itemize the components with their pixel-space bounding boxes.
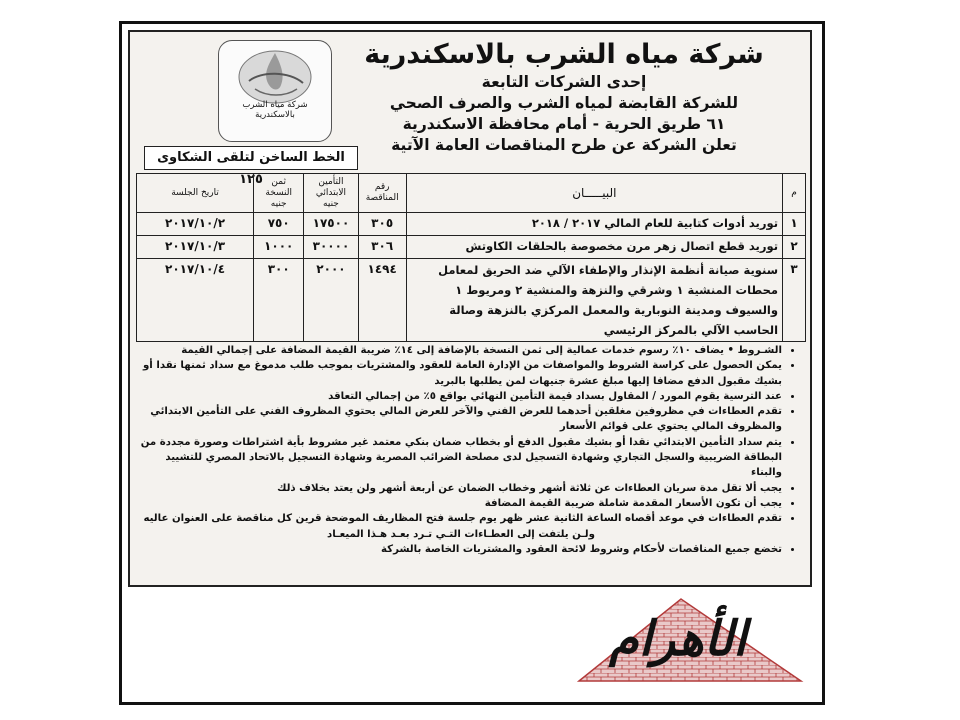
address-line: ٦١ طريق الحرية - أمام محافظة الاسكندرية [402, 115, 726, 133]
row-num: ٢ [783, 236, 806, 259]
terms-item: ولـن يلتفت إلى العطـاءات التـي تـرد بعـد هـذا الميعـاد [327, 528, 595, 540]
header-tender-no: رقم المناقصة [358, 174, 406, 213]
water-drop-emblem-icon [219, 41, 331, 141]
tenders-table [136, 173, 806, 342]
header-insurance: التأمين الابتدائي جنيه [304, 174, 358, 213]
table-row [137, 213, 806, 236]
row-session-date: ٢٠١٧/١٠/٤ [137, 259, 254, 342]
row-copy-price: ١٠٠٠ [254, 236, 304, 259]
row-copy-price: ٧٥٠ [254, 213, 304, 236]
row-desc: توريد قطع اتصال زهر مرن مخصوصة بالحلقات الكاوتش [406, 236, 782, 259]
terms-item: • عند الترسية يقوم المورد / المقاول بسداد قيمة التأمين النهائي بواقع ٥٪ من إجمالي التعاقد [140, 389, 782, 404]
row-tender-no: ٣٠٦ [358, 236, 406, 259]
header-session-date: تاريخ الجلسة [137, 174, 254, 213]
row-tender-no: ١٤٩٤ [358, 259, 406, 342]
terms-item: • تقدم العطاءات في مظروفين مغلقين أحدهما للعرض الفني والآخر للعرض المالي يحتوي المظروف الفني على التأمين الابتدائي والمظروف المالي يحتوي على قوائم الأسعار [140, 404, 782, 435]
terms-item: • تقدم العطاءات في موعد أقصاه الساعة الثانية عشر ظهر يوم جلسة فتح المظاريف الموضحة قرين كل مناقصة على العنوان عاليه [140, 511, 782, 526]
ad-header [334, 38, 794, 156]
hotline-box: الخط الساخن لتلقى الشكاوى ١٢٥ [144, 146, 358, 170]
row-insurance: ١٧٥٠٠ [304, 213, 358, 236]
row-tender-no: ٣٠٥ [358, 213, 406, 236]
row-num: ١ [783, 213, 806, 236]
terms-section [140, 343, 798, 557]
affiliation-line: إحدى الشركات التابعة [481, 73, 647, 91]
holding-company-line: للشركة القابضة لمياه الشرب والصرف الصحي [389, 94, 739, 112]
header-desc: البيـــــان [406, 174, 782, 213]
row-desc: سنوية صيانة أنظمة الإنذار والإطفاء الآلي ضد الحريق لمعامل محطات المنشية ١ وشرقي والنزهة والمنشية ٢ ومريوط ١ والسيوف ومدينة النوبارية والمعمل المركزي بالنزهة وصالة الحاسب الآلي بالمركز الرئيسي [406, 259, 782, 342]
terms-item: • الشـروط • يضاف ١٠٪ رسوم خدمات عمالية إلى ثمن النسخة بالإضافة إلى ١٤٪ ضريبة القيمة المضافة على إجمالي القيمة [140, 343, 782, 358]
company-logo [218, 40, 332, 142]
al-ahram-wordmark: الأهرام [609, 611, 747, 667]
terms-item: • تخضع جميع المناقصات لأحكام وشروط لائحة العقود والمشتريات الخاصة بالشركة [140, 542, 782, 557]
announcement-line: تعلن الشركة عن طرح المناقصات العامة الآتية [391, 136, 737, 154]
row-insurance: ٣٠٠٠٠ [304, 236, 358, 259]
al-ahram-logo [573, 593, 807, 687]
row-num: ٣ [783, 259, 806, 342]
tender-advertisement [128, 30, 812, 587]
terms-item: • يمكن الحصول على كراسة الشروط والمواصفات من الإدارة العامة للعقود والمشتريات بموجب طلب مدموغ مع سداد ثمنها نقدا أو بشيك مقبول الدفع مضافا إليها مبلغ عشرة جنيهات لمن يطلبها بالبريد [140, 358, 782, 389]
header-copy-price: ثمن النسخة جنيه [254, 174, 304, 213]
row-session-date: ٢٠١٧/١٠/٣ [137, 236, 254, 259]
terms-item: • يجب أن تكون الأسعار المقدمة شاملة ضريبة القيمة المضافة [140, 496, 782, 511]
logo-caption: شركة مياه الشرب بالاسكندرية [242, 100, 308, 120]
table-row [137, 259, 806, 342]
row-session-date: ٢٠١٧/١٠/٢ [137, 213, 254, 236]
table-row [137, 236, 806, 259]
row-insurance: ٢٠٠٠ [304, 259, 358, 342]
row-desc: توريد أدوات كتابية للعام المالي ٢٠١٧ / ٢٠١٨ [406, 213, 782, 236]
terms-list [140, 343, 798, 557]
company-name: شركة مياه الشرب بالاسكندرية [364, 39, 764, 70]
terms-item: • يتم سداد التأمين الابتدائي نقدا أو بشيك مقبول الدفع أو بخطاب ضمان بنكي معتمد غير مشروط بأية اشتراطات وصورة مجددة من البطاقة الضريبية والسجل التجاري وشهادة التسجيل لدى مصلحة الضرائب المصرية وشهادة التسجيل بالاتحاد المصري للتشييد والبناء [140, 435, 782, 481]
table-header-row [137, 174, 806, 213]
row-copy-price: ٣٠٠ [254, 259, 304, 342]
terms-item: • يجب ألا تقل مدة سريان العطاءات عن ثلاثة أشهر وخطاب الضمان عن أربعة أشهر ولن يعتد بخلاف ذلك [140, 481, 782, 496]
terms-label: الشـروط [737, 345, 782, 356]
header-num: م [783, 174, 806, 213]
